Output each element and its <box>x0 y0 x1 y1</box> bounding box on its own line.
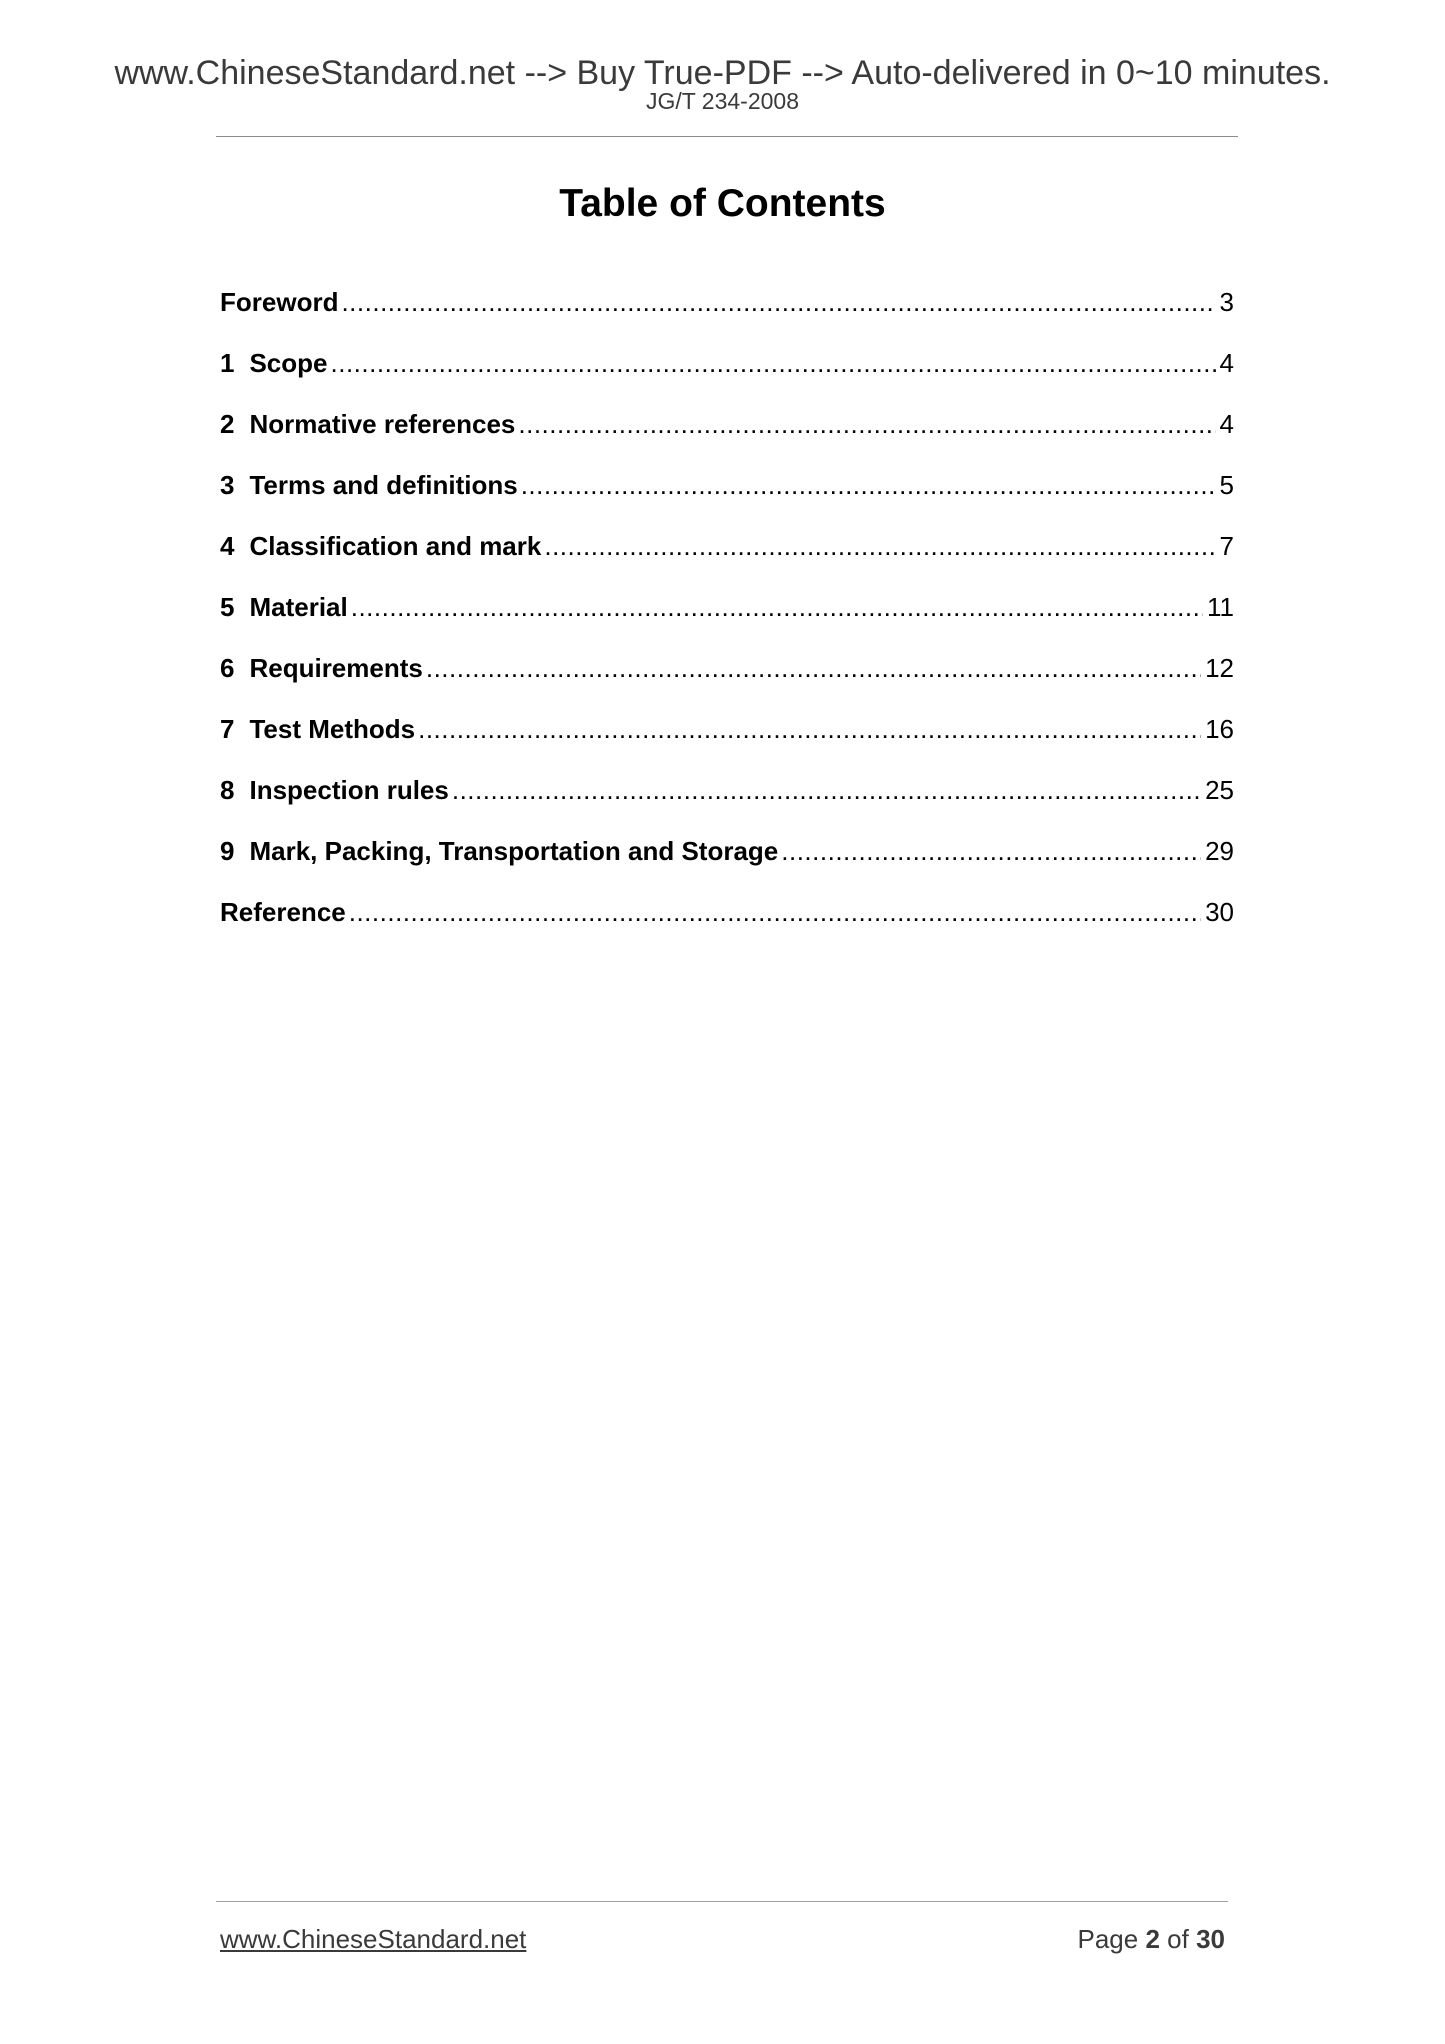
toc-dot-leader <box>331 345 1216 381</box>
toc-entry-text: Inspection rules <box>249 775 449 805</box>
toc-entry-number: 7 <box>220 714 235 744</box>
toc-entry-number: 2 <box>220 409 235 439</box>
page-total: 30 <box>1196 1924 1225 1954</box>
toc-entry-page: 4 <box>1219 409 1234 439</box>
toc-entry-text: Test Methods <box>249 714 416 744</box>
toc-dot-leader <box>426 650 1201 686</box>
page-current: 2 <box>1145 1924 1160 1954</box>
toc-dot-leader <box>341 284 1215 320</box>
toc-dot-leader <box>544 528 1215 564</box>
toc-entry-label <box>220 589 348 625</box>
toc-entry-test-methods[interactable] <box>220 711 1234 772</box>
toc-dot-leader <box>781 833 1201 869</box>
header-divider <box>216 136 1238 137</box>
toc-entry-number: 4 <box>220 531 235 561</box>
toc-entry-label <box>220 772 449 808</box>
document-code: JG/T 234-2008 <box>645 88 799 114</box>
toc-entry-text: Normative references <box>249 409 516 439</box>
toc-entry-mark-packing-transportation-storage[interactable] <box>220 833 1234 894</box>
toc-entry-label <box>220 833 778 869</box>
toc-entry-number: 1 <box>220 348 235 378</box>
toc-entry-page: 29 <box>1205 836 1234 866</box>
toc-entry-text: Mark, Packing, Transportation and Storage <box>249 836 779 866</box>
toc-entry-label <box>220 528 541 564</box>
toc-entry-text: Requirements <box>249 653 423 683</box>
toc-entry-page: 5 <box>1219 470 1234 500</box>
header-banner: www.ChineseStandard.net --> Buy True-PDF --> Auto-delivered in 0~10 minutes. <box>114 54 1331 92</box>
toc-entry-reference[interactable] <box>220 894 1234 955</box>
toc-entry-material[interactable] <box>220 589 1234 650</box>
toc-entry-inspection-rules[interactable] <box>220 772 1234 833</box>
toc-entry-number: 3 <box>220 470 235 500</box>
toc-entry-number: 8 <box>220 775 235 805</box>
toc-entry-page: 25 <box>1205 775 1234 805</box>
footer-divider <box>216 1901 1228 1902</box>
toc-entry-label: Foreword <box>220 287 339 317</box>
toc-entry-label <box>220 467 518 503</box>
page-of: of <box>1167 1924 1189 1954</box>
toc-dot-leader <box>349 894 1201 930</box>
toc-entry-page: 7 <box>1219 531 1234 561</box>
toc-dot-leader <box>351 589 1203 625</box>
toc-entry-number: 6 <box>220 653 235 683</box>
toc-entry-number: 5 <box>220 592 235 622</box>
toc-dot-leader <box>521 467 1216 503</box>
toc-entry-label <box>220 345 328 381</box>
toc-entry-foreword[interactable] <box>220 284 1234 345</box>
toc-entry-label: Reference <box>220 897 346 927</box>
toc-title: Table of Contents <box>559 182 886 225</box>
toc-entry-terms-and-definitions[interactable] <box>220 467 1234 528</box>
toc-entry-text: Classification and mark <box>249 531 542 561</box>
toc-entry-label <box>220 711 415 747</box>
toc-entry-requirements[interactable] <box>220 650 1234 711</box>
page-prefix: Page <box>1077 1924 1139 1954</box>
toc-entry-label <box>220 650 423 686</box>
toc-entry-text: Terms and definitions <box>249 470 518 500</box>
toc-list <box>220 284 1234 955</box>
toc-entry-text: Scope <box>249 348 328 378</box>
toc-entry-page: 16 <box>1205 714 1234 744</box>
toc-entry-label <box>220 406 515 442</box>
toc-entry-page: 3 <box>1219 287 1234 317</box>
toc-dot-leader <box>452 772 1201 808</box>
toc-entry-text: Material <box>249 592 348 622</box>
toc-entry-page: 4 <box>1219 348 1234 378</box>
toc-entry-classification-and-mark[interactable] <box>220 528 1234 589</box>
toc-entry-normative-references[interactable] <box>220 406 1234 467</box>
toc-dot-leader <box>418 711 1201 747</box>
toc-entry-page: 11 <box>1207 592 1234 622</box>
toc-dot-leader <box>518 406 1215 442</box>
toc-entry-page: 30 <box>1205 897 1234 927</box>
toc-entry-page: 12 <box>1205 653 1234 683</box>
page-indicator <box>1077 1926 1225 1952</box>
toc-entry-scope[interactable] <box>220 345 1234 406</box>
footer-site-link[interactable]: www.ChineseStandard.net <box>220 1924 527 1954</box>
toc-entry-number: 9 <box>220 836 235 866</box>
